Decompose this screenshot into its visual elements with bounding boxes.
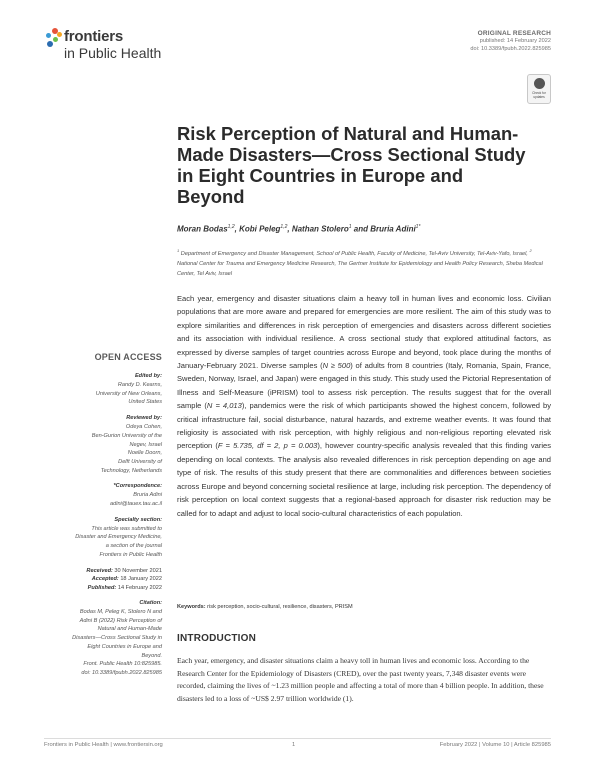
citation-line: Adini B (2022) Risk Perception of [79,617,162,624]
article-type: ORIGINAL RESEARCH [477,30,551,37]
affiliation-text: National Center for Trauma and Emergency Medicine Research, The Gertner Institute for Epidemiology and Health Policy Research, Sheba Medical Center, Tel Aviv, Israel [177,260,543,277]
citation-line: Eight Countries in Europe and [87,643,162,650]
correspondence-heading: *Correspondence: [113,483,162,490]
author-affiliation-mark: 1,2 [280,224,288,230]
author-separator: , [287,224,292,234]
logo-brand: frontiers [64,28,124,45]
author-affiliation-mark: 1 [348,224,352,230]
footer-divider [44,738,551,739]
citation-line: Bodas M, Peleg K, Stolero N and [79,609,162,616]
received-label: Received: [86,567,113,574]
badge-label: Check for updates [532,91,546,99]
journal-logo[interactable] [44,26,184,70]
citation-line: Beyond. [141,652,162,659]
abstract-text: Each year, emergency and disaster situations claim a heavy toll in human lives and economic loss. Civilian populations that are more aware and prepared for emergencies are more resilient. The aim of this study was to explore similarities and differences in risk perception of emergencies and disasters across different societies and its association with individual resilience. A cross sectional study that explored attitudinal factors, as expressed by diverse samples of target countries across Europe and beyond, took place during the months of January-February 2021. Diverse samples ( [177,294,551,371]
reviewer-line: Technology, Netherlands [100,467,162,474]
keywords [177,604,353,610]
author-separator: , [234,224,240,234]
editor-line: United States [128,399,162,406]
keywords-label: Keywords: [177,604,206,610]
abstract-stat: F = 5.735, df = 2, p = 0.003 [217,441,318,451]
citation-doi[interactable]: doi: 10.3389/fpubh.2022.825985 [81,669,162,676]
published-date: published: 14 February 2022 [479,38,551,44]
reviewer-line: Delft University of [118,458,162,465]
reviewer-line[interactable]: Odeya Cohen, [125,424,162,431]
affiliation-text: Department of Emergency and Disaster Management, School of Public Health, Faculty of Medicine, Tel-Aviv University, Tel-Aviv-Yafo, Israel, [180,250,528,257]
received-value: 30 November 2021 [114,567,162,574]
abstract-stat: N = 4,013 [206,401,242,411]
affiliation-mark: 2 [529,248,532,253]
author-name[interactable]: Bruria Adini [370,224,416,234]
published-label: Published: [87,584,117,591]
reviewed-by-heading: Reviewed by: [126,415,162,422]
accepted-label: Accepted: [91,576,119,583]
reviewer-line[interactable]: Noelle Doorn, [127,450,162,457]
author-affiliation-mark: 1* [415,224,421,230]
article-info-sidebar [44,352,162,678]
doi-link[interactable]: doi: 10.3389/fpubh.2022.825985 [470,46,551,52]
article-title: Risk Perception of Natural and Human-Made Disasters—Cross Sectional Study in Eight Countries in Europe and Beyond [177,123,526,207]
author-separator: and [351,224,371,234]
citation-line: Disasters—Cross Sectional Study in [72,635,162,642]
section-heading-introduction: INTRODUCTION [177,633,257,644]
logo-dot [53,37,58,42]
affiliations [177,246,552,279]
specialty-heading: Specialty section: [114,516,162,523]
editor-line: University of New Orleans, [95,390,162,397]
abstract [177,292,551,520]
reviewer-line: Negev, Israel [129,441,162,448]
reviewer-line: Ben-Gurion University of the [91,432,162,439]
abstract-stat: N ≥ 500 [322,361,351,371]
accepted-value: 18 January 2022 [120,576,162,583]
received-date [44,567,162,576]
open-access-label: OPEN ACCESS [94,352,162,362]
footer-journal-link[interactable]: Frontiers in Public Health | www.frontiersin.org [44,742,163,748]
author-list [177,224,557,234]
author-affiliation-mark: 1,2 [227,224,235,230]
accepted-date [44,575,162,584]
abstract-text: ) of adults from 8 countries (Italy, Romania, Spain, France, Sweden, Norway, Israel, and Japan) were engaged in this study. This study used the Pictorial Representation of Illness and Self-Measure (iPRISM) tool to assess risk perception. The results suggest that for the overall sample ( [177,361,551,411]
footer-issue-info: February 2022 | Volume 10 | Article 825985 [439,742,551,748]
correspondence-email[interactable]: adini@tauex.tau.ac.il [109,501,162,508]
specialty-line: This article was submitted to [91,525,162,532]
logo-dot [47,41,53,47]
author-name[interactable]: Kobi Peleg [239,224,281,234]
specialty-line: a section of the journal [105,543,162,550]
frontiers-logo-icon [44,28,66,50]
specialty-line: Disaster and Emergency Medicine, [75,534,162,541]
author-name[interactable]: Nathan Stolero [291,224,349,234]
keywords-text: risk perception, socio-cultural, resilience, disasters, PRISM [207,604,353,610]
introduction-paragraph: Each year, emergency, and disaster situations claim a heavy toll in human lives and economic loss. According to the Research Center for the Epidemiology of Disasters (CRED), over the past twenty years, 7,348 disaster events were recorded, claiming the lives of ~1.23 million people and affecting a total of more than 4 billion people. In addition, these disasters led to a loss of ~US$ 2.97 trillion worldwide (1). [177,656,544,703]
published-value: 14 February 2022 [117,584,162,591]
edited-by-heading: Edited by: [134,373,162,379]
specialty-line: Frontiers in Public Health [99,551,162,558]
citation-heading: Citation: [139,600,162,607]
article-metadata [470,30,551,53]
citation-line: Front. Public Health 10:825985. [83,661,162,668]
published-date-sidebar [44,584,162,593]
editor-line[interactable]: Randy D. Kearns, [117,382,162,388]
correspondence-name: Bruria Adini [133,492,162,499]
page-number: 1 [292,742,296,748]
logo-journal-name: in Public Health [64,45,162,61]
affiliation-mark: 1 [177,248,180,253]
check-for-updates-button[interactable] [527,74,551,104]
logo-dot [46,33,51,38]
abstract-text: ), pandemics were the risk of which participants showed the highest concern, followed by critical infrastructure fail, social disturbance, natural hazards, and extreme weather events. It was found that religiosity is associated with risk perception, with highly religious and non-religious reporting elevated risk perception ( [177,401,552,451]
logo-dot [57,32,62,37]
citation-line: Natural and Human-Made [97,626,162,633]
author-name[interactable]: Moran Bodas [177,224,228,234]
check-for-updates-icon [534,78,545,89]
abstract-text: ), however country-specific analysis revealed that this finding varies depending on local contexts. The analysis also revealed differences in risk perception depending on age and type of risk. The results of this study present that there are commonalities and differences between societies across Europe and beyond concerning societal resilience at large, including risk perception. The dependency of risk perception on local context suggests that a regional-based approach for disaster risk reduction may be called for to adapt and adjust to local socio-cultural characteristics of each population. [177,441,551,518]
